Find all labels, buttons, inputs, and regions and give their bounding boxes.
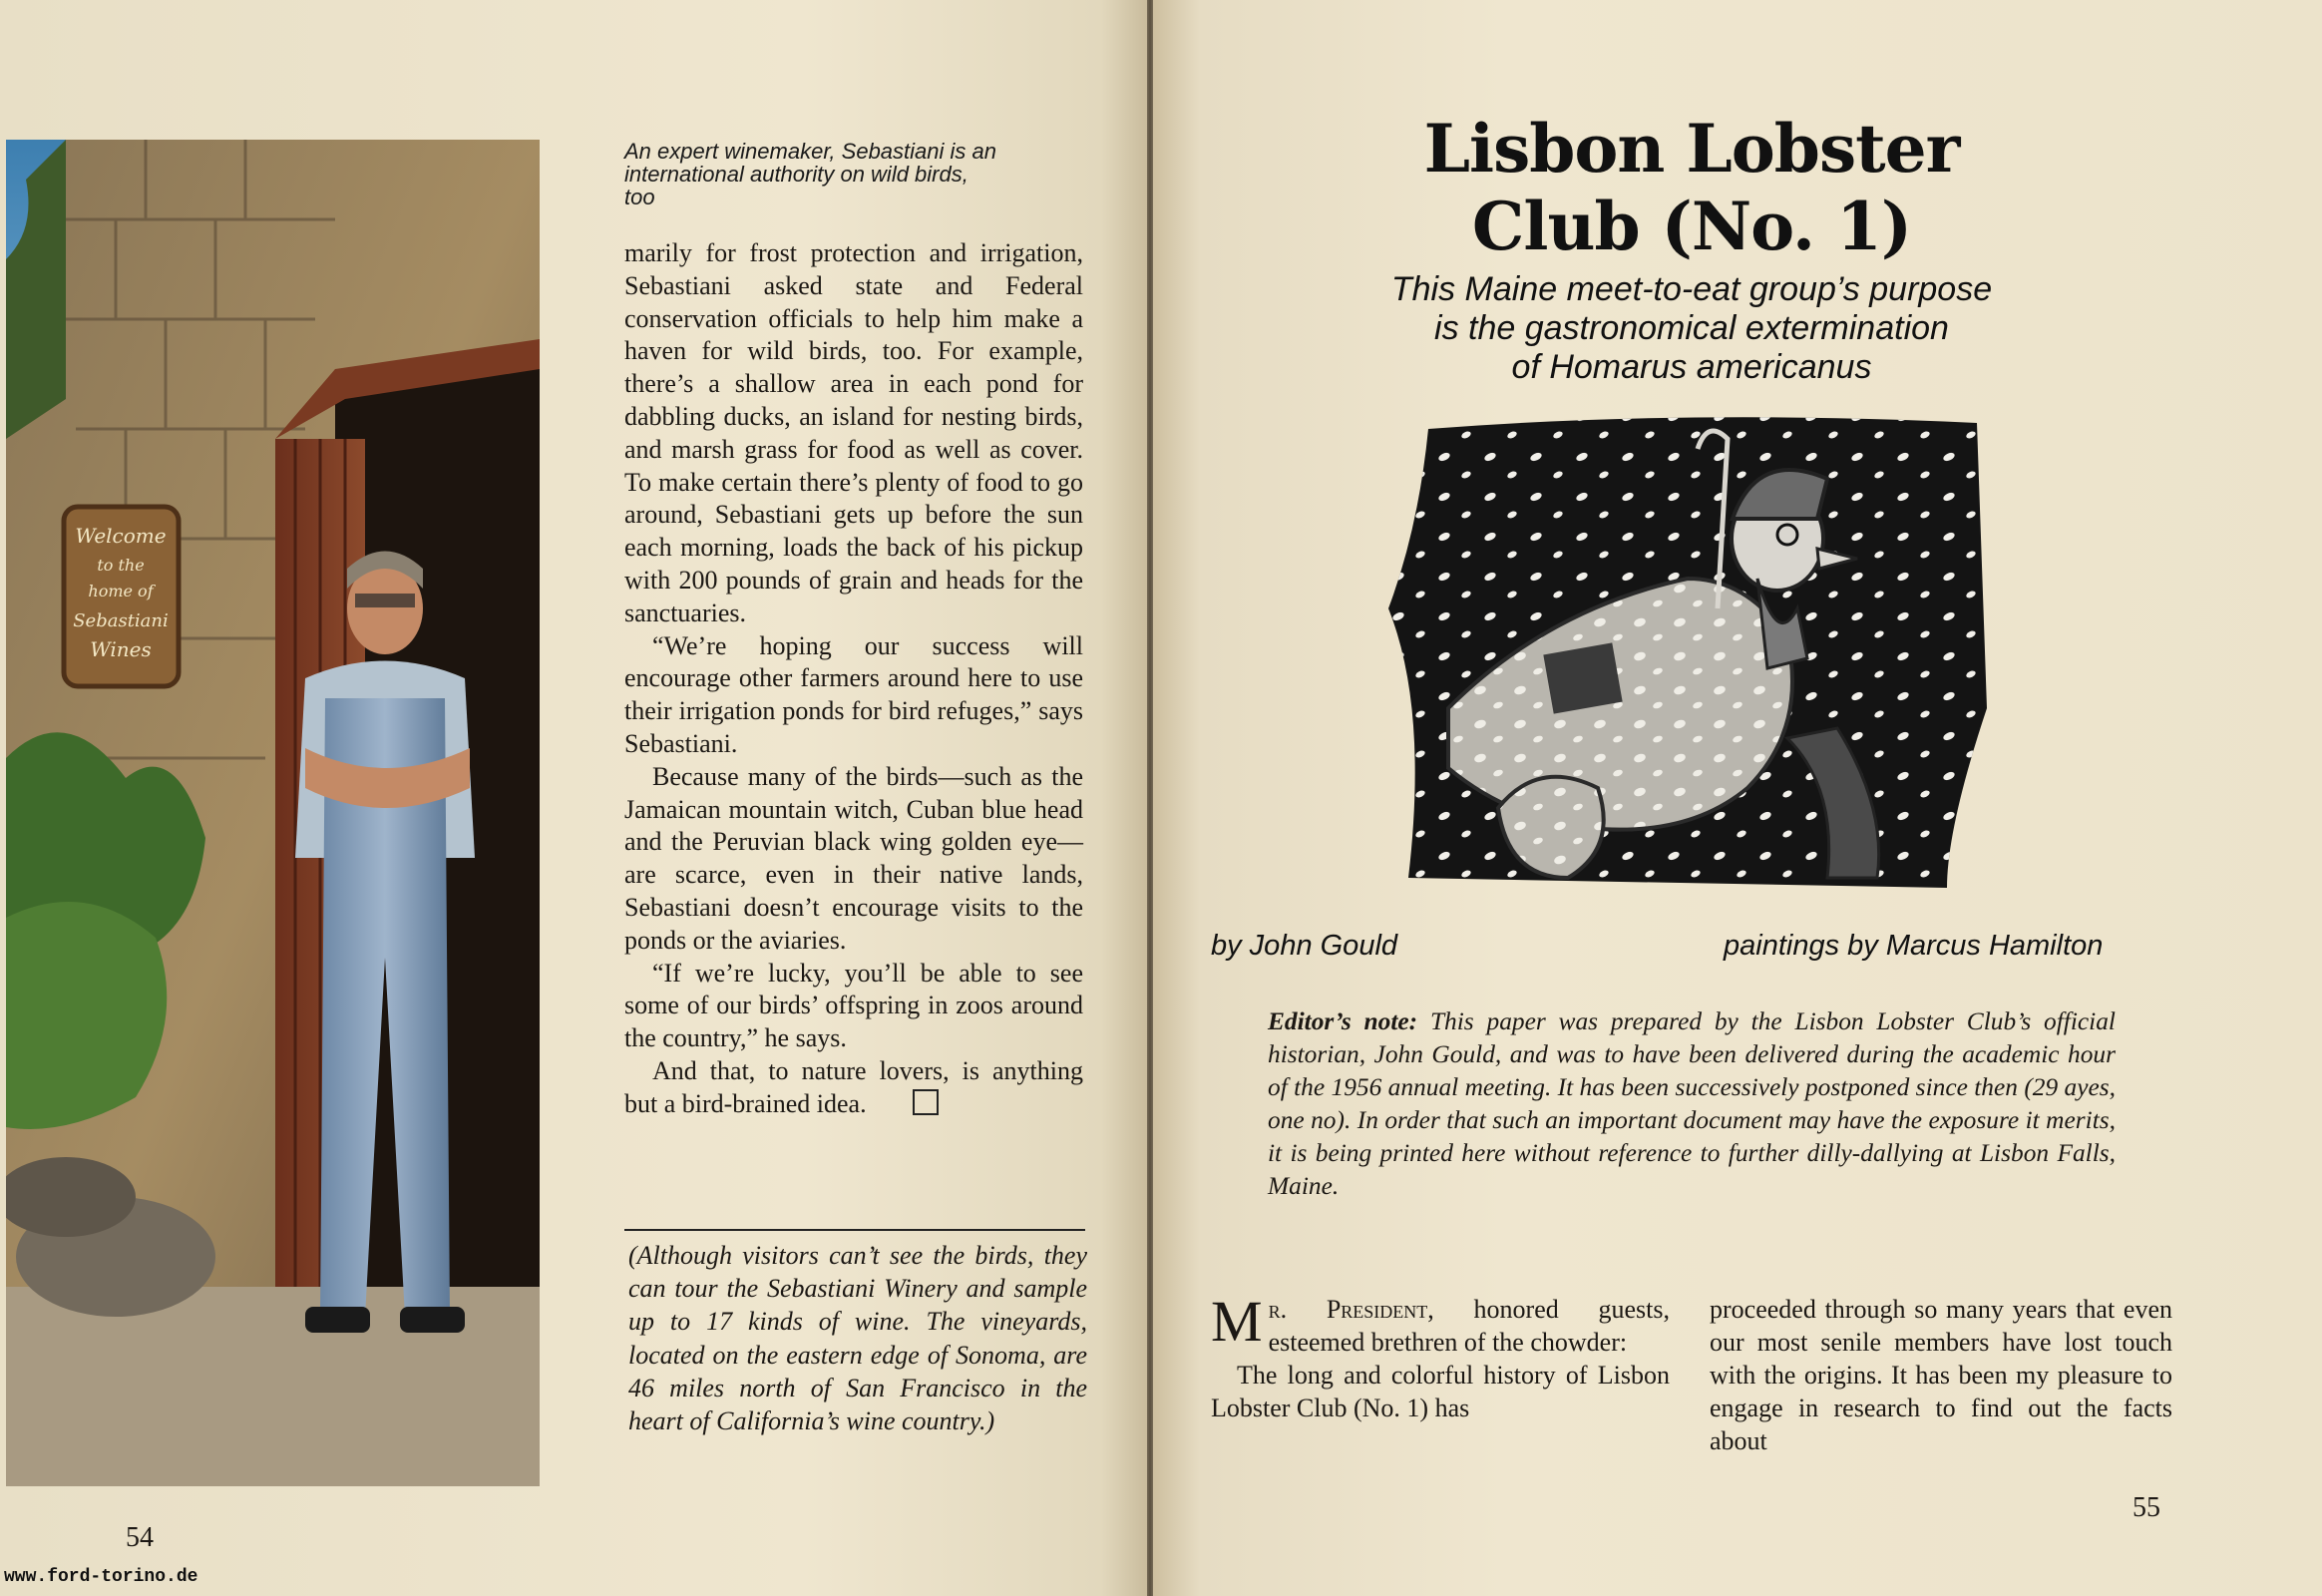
end-mark-box	[913, 1089, 939, 1115]
visitor-note: (Although visitors can’t see the birds, they can tour the Sebastiani Winery and sample up to 17 kinds of wine. The vineyards, located on the eastern edge of Sonoma, are 46 miles north of San Francisco in the heart of California’s wine country.)	[628, 1241, 1087, 1436]
left-paragraph-4: “If we’re lucky, you’ll be able to see some of our birds’ offspring in zoos around the country,” he says.	[624, 958, 1083, 1053]
left-article-body	[624, 237, 1083, 1121]
snowstorm-illustration	[1388, 409, 1997, 908]
sign-line-1: Welcome	[75, 524, 167, 548]
salutation-rest: honored guests, esteemed brethren of the chowder:	[1268, 1295, 1670, 1357]
left-paragraph-3: Because many of the birds—such as the Jamaican mountain witch, Cuban blue head and the Peruvian black wing golden eye—are scarce, even in their native lands, Sebastiani doesn’t encourage visits to the ponds or the aviaries.	[624, 761, 1083, 955]
photo-caption: An expert winemaker, Sebastiani is an international authority on wild birds, too	[624, 139, 996, 209]
page-number-right: 55	[2132, 1492, 2160, 1523]
editors-note	[1268, 1005, 2116, 1204]
sign-line-5: Wines	[90, 637, 152, 661]
sign-line-2: to the	[97, 556, 145, 575]
sign-line-3: home of	[88, 582, 154, 600]
winery-photo	[6, 140, 540, 1486]
title-line-2: Club (No. 1)	[1471, 188, 1912, 265]
right-column-1	[1211, 1289, 1670, 1424]
left-paragraph-5	[624, 1055, 1083, 1121]
watermark-url: www.ford-torino.de	[4, 1567, 198, 1587]
editors-note-text: This paper was prepared by the Lisbon Lobster Club’s official historian, John Gould, and was to have been delivered during the academic hour of the 1956 annual meeting. It has been successively postponed since then (29 ayes, one no). In order that such an important document may have the exposure it merits, it is being printed here without reference to further dilly-dallying at Lisbon Falls, Maine.	[1268, 1007, 2116, 1201]
title-line-1: Lisbon Lobster	[1423, 110, 1960, 188]
subtitle-line-2: is the gastronomical extermination	[1434, 309, 1949, 347]
right-column-2	[1710, 1293, 2172, 1457]
byline-author: by John Gould	[1211, 930, 1398, 962]
right-col1-paragraph-1	[1211, 1289, 1670, 1359]
article-title	[1153, 110, 2230, 265]
divider-rule	[624, 1229, 1085, 1231]
left-page	[0, 0, 1147, 1596]
sign-line-4: Sebastiani	[73, 610, 169, 631]
subtitle-line-1: This Maine meet-to-eat group’s purpose	[1390, 270, 1993, 308]
right-col2-paragraph-1: proceeded through so many years that even our most senile members have lost touch with the origins. It has been my pleasure to engage in research to find out the facts about	[1710, 1295, 2172, 1455]
editors-note-label: Editor’s note:	[1268, 1007, 1418, 1035]
article-subtitle	[1153, 270, 2230, 387]
page-number-left: 54	[126, 1522, 154, 1553]
left-paragraph-1: marily for frost protection and irrigation, Sebastiani asked state and Federal conservation officials to help him make a haven for wild birds, too. For example, there’s a shallow area in each pond for dabbling ducks, an island for nesting birds, and marsh grass for food as well as cover. To make certain there’s plenty of food to go around, Sebastiani gets up before the sun each morning, loads the back of his pickup with 200 pounds of grain and heads for the sanctuaries.	[624, 238, 1083, 627]
right-col1-paragraph-2: The long and colorful history of Lisbon Lobster Club (No. 1) has	[1211, 1361, 1670, 1422]
drop-cap: M	[1211, 1289, 1263, 1354]
left-paragraph-2: “We’re hoping our success will encourage other farmers around here to use their irrigation ponds for bird refuges,” says Sebastiani.	[624, 630, 1083, 758]
byline-illustrator: paintings by Marcus Hamilton	[1724, 930, 2104, 962]
left-paragraph-5-text: And that, to nature lovers, is anything but a bird-brained idea.	[624, 1055, 1083, 1118]
salutation-smallcaps: r. President,	[1268, 1295, 1434, 1324]
subtitle-line-3: of Homarus americanus	[1511, 348, 1872, 386]
